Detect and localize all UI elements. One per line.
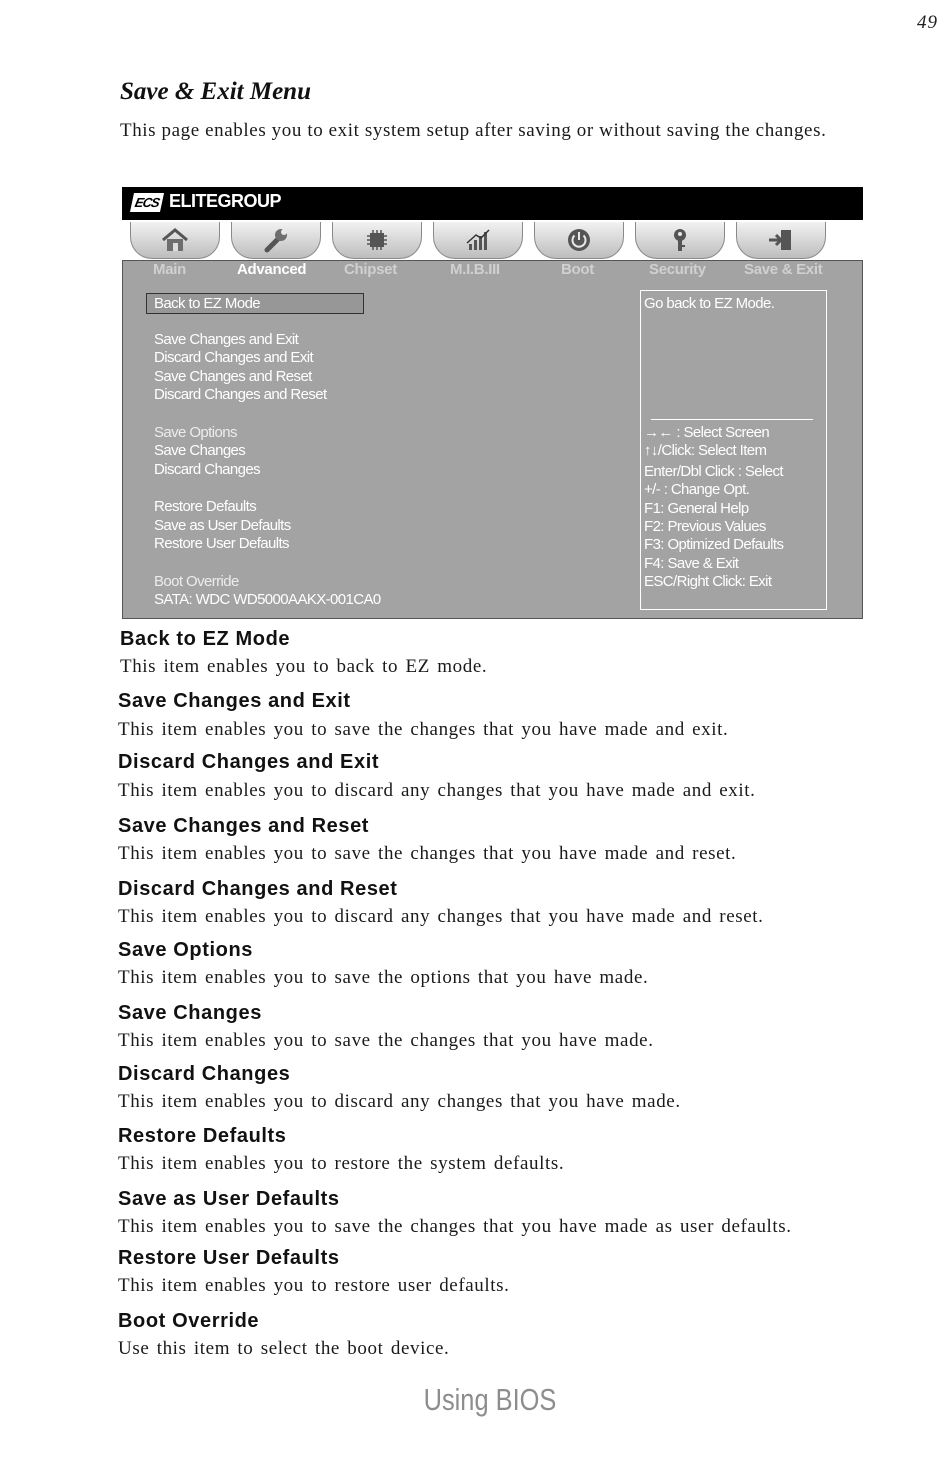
menu-discard-changes-and-reset[interactable]: Discard Changes and Reset — [154, 386, 327, 403]
exit-door-icon — [766, 226, 796, 254]
key-help-select-screen: →← : Select Screen — [644, 424, 770, 441]
item-heading: Boot Override — [118, 1310, 260, 1332]
wrench-icon — [261, 226, 291, 254]
key-icon — [665, 226, 695, 254]
menu-discard-changes[interactable]: Discard Changes — [154, 461, 261, 478]
menu-back-to-ez-mode[interactable]: Back to EZ Mode — [146, 293, 364, 314]
item-description: This item enables you to save the changes that you have made. — [118, 1030, 654, 1051]
tab-boot[interactable] — [534, 222, 624, 259]
tab-save-exit[interactable] — [736, 222, 826, 259]
intro-paragraph: This page enables you to exit system setup after saving or without saving the changes. — [120, 120, 827, 141]
item-description: This item enables you to discard any changes that you have made and reset. — [118, 906, 764, 927]
item-description: Use this item to select the boot device. — [118, 1338, 450, 1359]
brand-name: ELITEGROUP — [169, 191, 282, 211]
key-help-f3: F3: Optimized Defaults — [644, 536, 784, 553]
tab-main[interactable] — [130, 222, 220, 259]
tab-label-mib[interactable]: M.I.B.III — [450, 261, 500, 278]
key-help-enter: Enter/Dbl Click : Select — [644, 463, 783, 480]
item-description: This item enables you to back to EZ mode. — [120, 656, 488, 677]
item-description: This item enables you to discard any changes that you have made. — [118, 1091, 681, 1112]
menu-save-as-user-defaults[interactable]: Save as User Defaults — [154, 517, 291, 534]
key-help-select-item: ↑↓/Click: Select Item — [644, 442, 767, 459]
help-panel — [640, 290, 827, 610]
footer-chapter-title: Using BIOS — [423, 1382, 557, 1417]
item-heading: Restore Defaults — [118, 1125, 287, 1147]
menu-save-changes-and-reset[interactable]: Save Changes and Reset — [154, 368, 312, 385]
key-help-f1: F1: General Help — [644, 500, 749, 517]
power-icon — [564, 226, 594, 254]
menu-save-changes[interactable]: Save Changes — [154, 442, 246, 459]
item-heading: Discard Changes and Exit — [118, 751, 380, 773]
key-help-change-opt: +/- : Change Opt. — [644, 481, 750, 498]
bios-header — [122, 187, 863, 220]
item-description: This item enables you to save the changes that you have made and exit. — [118, 719, 729, 740]
key-help-f2: F2: Previous Values — [644, 518, 766, 535]
menu-save-options-header: Save Options — [154, 424, 237, 441]
item-description: This item enables you to discard any changes that you have made and exit. — [118, 780, 756, 801]
item-heading: Discard Changes and Reset — [118, 878, 398, 900]
chip-icon — [362, 226, 392, 254]
page-number: 49 — [917, 12, 938, 33]
menu-restore-user-defaults[interactable]: Restore User Defaults — [154, 535, 289, 552]
section-title: Save & Exit Menu — [120, 78, 311, 105]
menu-save-changes-and-exit[interactable]: Save Changes and Exit — [154, 331, 299, 348]
item-heading: Save Options — [118, 939, 254, 961]
tab-label-advanced[interactable]: Advanced — [237, 261, 307, 278]
item-heading: Save Changes and Exit — [118, 690, 351, 712]
chart-icon — [463, 226, 493, 254]
help-divider — [651, 419, 813, 420]
item-heading: Save Changes — [118, 1002, 262, 1024]
item-heading: Save as User Defaults — [118, 1188, 340, 1210]
item-description: This item enables you to save the options that you have made. — [118, 967, 649, 988]
help-description: Go back to EZ Mode. — [644, 295, 775, 312]
bios-screenshot — [122, 187, 863, 619]
item-heading: Save Changes and Reset — [118, 815, 370, 837]
brand-logo: ECS — [130, 193, 164, 212]
tab-label-save-exit[interactable]: Save & Exit — [744, 261, 823, 278]
tab-label-chipset[interactable]: Chipset — [344, 261, 397, 278]
item-description: This item enables you to restore the system defaults. — [118, 1153, 565, 1174]
tab-label-security[interactable]: Security — [649, 261, 706, 278]
item-description: This item enables you to save the changes that you have made as user defaults. — [118, 1216, 792, 1237]
item-heading: Back to EZ Mode — [120, 628, 291, 650]
key-help-esc: ESC/Right Click: Exit — [644, 573, 772, 590]
key-help-f4: F4: Save & Exit — [644, 555, 739, 572]
tab-label-boot[interactable]: Boot — [561, 261, 594, 278]
item-description: This item enables you to restore user defaults. — [118, 1275, 510, 1296]
item-heading: Discard Changes — [118, 1063, 291, 1085]
tab-advanced[interactable] — [231, 222, 321, 259]
menu-boot-device[interactable]: SATA: WDC WD5000AAKX-001CA0 — [154, 591, 381, 608]
home-icon — [160, 226, 190, 254]
tab-label-main[interactable]: Main — [153, 261, 186, 278]
tab-chipset[interactable] — [332, 222, 422, 259]
item-description: This item enables you to save the changes that you have made and reset. — [118, 843, 737, 864]
menu-discard-changes-and-exit[interactable]: Discard Changes and Exit — [154, 349, 314, 366]
menu-restore-defaults[interactable]: Restore Defaults — [154, 498, 257, 515]
bios-body — [122, 260, 863, 619]
tab-icon-bar — [122, 220, 863, 260]
tab-mib[interactable] — [433, 222, 523, 259]
tab-security[interactable] — [635, 222, 725, 259]
item-heading: Restore User Defaults — [118, 1247, 340, 1269]
menu-boot-override-header: Boot Override — [154, 573, 239, 590]
